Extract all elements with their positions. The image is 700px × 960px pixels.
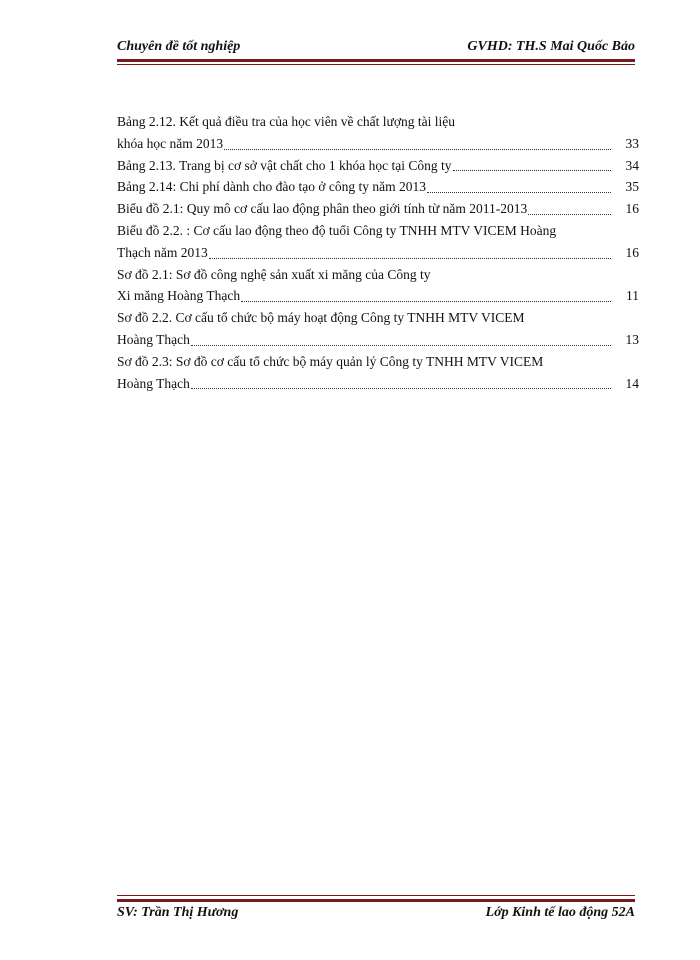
toc-entry-so-do-2-1 (117, 264, 639, 308)
toc-entry-so-do-2-3 (117, 351, 639, 395)
toc-page-number: 16 (625, 201, 639, 217)
footer-student-name: SV: Trần Thị Hương (117, 905, 239, 920)
toc-page-number: 11 (626, 288, 639, 304)
toc-entry-bieu-do-2-1 (117, 198, 639, 220)
header-left-title: Chuyên đề tốt nghiệp (117, 39, 241, 54)
toc-leader-dots (209, 257, 611, 259)
toc-page-number: 13 (625, 331, 639, 347)
header-right-supervisor: GVHD: TH.S Mai Quốc Bảo (467, 39, 635, 54)
page-footer (117, 905, 635, 921)
header-rule-thin (117, 64, 635, 65)
table-of-figures (117, 111, 639, 394)
footer-rule-thin (117, 895, 635, 896)
footer-class-name: Lớp Kinh tế lao động 52A (485, 905, 635, 920)
toc-leader-dots (224, 148, 611, 150)
toc-entry-title: Bảng 2.12. Kết quả điều tra của học viên về chất lượng tài liệu (117, 114, 455, 129)
toc-entry-bang-2-12 (117, 111, 639, 155)
toc-entry-title-cont: Xi măng Hoàng Thạch (117, 288, 241, 304)
toc-page-number: 35 (625, 179, 639, 195)
footer-rule-thick (117, 899, 635, 902)
toc-entry-title-cont: Hoàng Thạch (117, 375, 190, 391)
toc-leader-dots (191, 387, 611, 389)
toc-entry-title: Sơ đồ 2.3: Sơ đồ cơ cấu tổ chức bộ máy quản lý Công ty TNHH MTV VICEM (117, 353, 544, 369)
toc-entry-title: Bảng 2.14: Chi phí dành cho đào tạo ở công ty năm 2013 (117, 179, 426, 195)
toc-entry-title: Sơ đồ 2.1: Sơ đồ công nghệ sản xuất xi măng của Công ty (117, 266, 431, 282)
toc-leader-dots (427, 191, 611, 193)
toc-entry-so-do-2-2 (117, 307, 639, 351)
toc-entry-title-cont: khóa học năm 2013 (117, 135, 224, 151)
toc-entry-bieu-do-2-2 (117, 220, 639, 264)
toc-entry-title: Biểu đồ 2.2. : Cơ cấu lao động theo độ tuổi Công ty TNHH MTV VICEM Hoàng (117, 222, 557, 238)
toc-entry-title: Sơ đồ 2.2. Cơ cấu tổ chức bộ máy hoạt động Công ty TNHH MTV VICEM (117, 310, 525, 326)
toc-entry-title-cont: Thạch năm 2013 (117, 244, 208, 260)
toc-page-number: 16 (625, 244, 639, 260)
page-header (117, 39, 635, 55)
toc-entry-title: Bảng 2.13. Trang bị cơ sở vật chất cho 1 khóa học tại Công ty (117, 157, 452, 173)
toc-page-number: 34 (625, 157, 639, 173)
toc-leader-dots (191, 344, 611, 346)
toc-leader-dots (453, 169, 612, 171)
toc-entry-bang-2-13 (117, 155, 639, 177)
toc-entry-bang-2-14 (117, 176, 639, 198)
header-rule-thick (117, 59, 635, 62)
toc-page-number: 33 (625, 135, 639, 151)
toc-page-number: 14 (625, 375, 639, 391)
toc-entry-title-cont: Hoàng Thạch (117, 331, 190, 347)
toc-entry-title: Biểu đồ 2.1: Quy mô cơ cấu lao động phân theo giới tính từ năm 2011-2013 (117, 201, 528, 217)
toc-leader-dots (241, 300, 611, 302)
toc-leader-dots (528, 213, 611, 215)
